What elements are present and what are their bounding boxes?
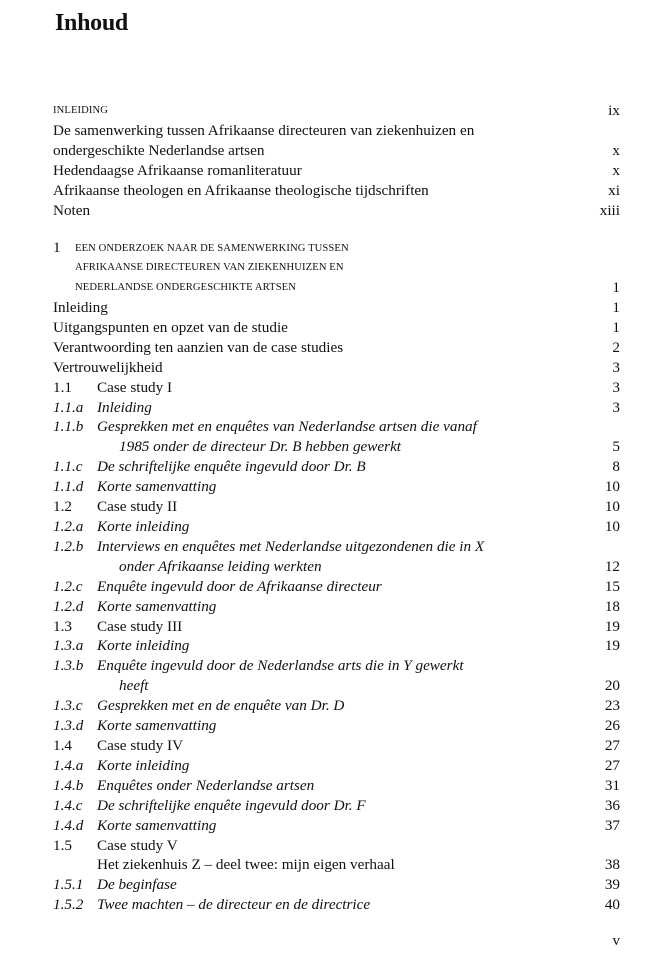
toc-entry-number: 1.2.d [53, 597, 84, 615]
toc-entry-page: 18 [604, 597, 620, 615]
toc-entry [53, 875, 620, 895]
toc-entry-title: Gesprekken met en de enquête van Dr. D [97, 697, 345, 715]
chapter-title: NEDERLANDSE ONDERGESCHIKTE ARTSEN [75, 282, 297, 294]
toc-entry-page: 39 [604, 876, 620, 894]
toc-entry-number: 1.3.b [53, 657, 84, 675]
toc-entry-title: De schriftelijke enquête ingevuld door Dr. B [97, 458, 366, 476]
toc-entry-page: 12 [604, 557, 620, 575]
toc-entry-page: 27 [604, 736, 620, 754]
toc-entry [53, 557, 620, 577]
chapter-title: AFRIKAANSE DIRECTEUREN VAN ZIEKENHUIZEN EN [75, 262, 344, 274]
toc-entry [53, 181, 620, 201]
toc-entry [53, 101, 620, 121]
toc-entry-title: Korte samenvatting [97, 816, 217, 834]
toc-entry-number: 1.4.c [53, 796, 83, 814]
toc-entry [53, 517, 620, 537]
toc-entry [53, 121, 620, 141]
toc-entry-number: 1.4 [53, 736, 72, 754]
toc-entry-page: xi [608, 181, 620, 199]
toc-entry-number: 1.4.a [53, 756, 84, 774]
toc-entry-title: Inleiding [53, 299, 108, 317]
toc-entry-page: 36 [604, 796, 620, 814]
toc-entry-page: 15 [604, 577, 620, 595]
toc-entry-title: Het ziekenhuis Z – deel twee: mijn eigen verhaal [97, 856, 395, 874]
toc-entry [53, 537, 620, 557]
toc-entry-title: De samenwerking tussen Afrikaanse directeuren van ziekenhuizen en [53, 121, 475, 139]
toc-entry [53, 338, 620, 358]
toc-entry [53, 358, 620, 378]
toc-entry-page: 10 [604, 498, 620, 516]
toc-entry [53, 398, 620, 418]
toc-entry [53, 816, 620, 836]
toc-entry-number: 1.1.a [53, 398, 84, 416]
chapter-number: 1 [53, 239, 61, 257]
chapter-page: 1 [612, 279, 620, 297]
toc-entry-page: xiii [599, 201, 620, 219]
toc-entry-page: 23 [604, 697, 620, 715]
toc-entry-number: 1.5.2 [53, 896, 84, 914]
toc-entry-page: 3 [612, 378, 620, 396]
toc-entry-number: 1.5.1 [53, 876, 84, 894]
toc-entry-title: ondergeschikte Nederlandse artsen [53, 141, 265, 159]
toc-entry-page: 10 [604, 518, 620, 536]
toc-entry-page: 19 [604, 617, 620, 635]
toc-entry-title: Hedendaagse Afrikaanse romanliteratuur [53, 161, 302, 179]
chapter-heading-line [53, 238, 620, 258]
toc-entry-number: 1.2.a [53, 518, 84, 536]
toc-entry-title: Twee machten – de directeur en de directrice [97, 896, 371, 914]
toc-entry-title: De beginfase [97, 876, 177, 894]
toc-entry-title: Case study II [97, 498, 178, 516]
toc-entry-page: 2 [612, 338, 620, 356]
toc-entry-number: 1.2.c [53, 577, 83, 595]
toc-entry-number: 1.3.d [53, 717, 84, 735]
toc-entry-page: 3 [612, 398, 620, 416]
toc-entry-title: heeft [119, 677, 149, 695]
toc-entry [53, 776, 620, 796]
toc-entry-number: 1.1.c [53, 458, 83, 476]
toc-entry [53, 477, 620, 497]
toc-entry-title: Uitgangspunten en opzet van de studie [53, 318, 288, 336]
chapter-title: EEN ONDERZOEK NAAR DE SAMENWERKING TUSSEN [75, 242, 349, 254]
toc-entry [53, 378, 620, 398]
toc-entry [53, 161, 620, 181]
toc-entry-number: 1.3.a [53, 637, 84, 655]
toc-entry-title: Vertrouwelijkheid [53, 358, 163, 376]
toc-entry [53, 736, 620, 756]
toc-entry-number: 1.5 [53, 836, 72, 854]
toc-entry-page: 20 [604, 677, 620, 695]
page-title: Inhoud [55, 10, 128, 36]
toc-entry-number: 1.2 [53, 498, 72, 516]
toc-entry-number: 1.3 [53, 617, 72, 635]
toc-entry-title: Enquêtes onder Nederlandse artsen [97, 776, 315, 794]
toc-entry-title: Korte inleiding [97, 756, 190, 774]
toc-entry-page: 31 [604, 776, 620, 794]
toc-entry-page: 40 [604, 896, 620, 914]
toc-entry [53, 895, 620, 915]
toc-entry-page: ix [608, 102, 620, 119]
toc-entry-number: 1.4.d [53, 816, 84, 834]
toc-entry-title: Gesprekken met en enquêtes van Nederlandse artsen die vanaf [97, 418, 477, 436]
toc-entry [53, 656, 620, 676]
toc-entry-title: Korte samenvatting [97, 717, 217, 735]
toc-entry-number: 1.1 [53, 378, 72, 396]
toc-entry-title: Noten [53, 201, 91, 219]
toc-entry-title: Korte inleiding [97, 518, 190, 536]
toc-entry [53, 201, 620, 221]
toc-entry [53, 617, 620, 637]
toc-entry-title: Inleiding [97, 398, 152, 416]
toc-entry [53, 756, 620, 776]
toc-entry-page: x [612, 141, 620, 159]
toc-entry-page: 3 [612, 358, 620, 376]
toc-entry-page: 1 [612, 299, 620, 317]
toc-entry [53, 298, 620, 318]
toc-entry [53, 716, 620, 736]
toc-entry [53, 417, 620, 437]
chapter-heading-line [53, 278, 620, 298]
toc-entry-title: Korte samenvatting [97, 597, 217, 615]
toc-entry-title: Case study IV [97, 736, 184, 754]
toc-entry [53, 796, 620, 816]
toc-entry-number: 1.3.c [53, 697, 83, 715]
toc-entry [53, 318, 620, 338]
toc-entry-number: 1.1.b [53, 418, 84, 436]
toc-entry [53, 437, 620, 457]
chapter-heading-line [53, 258, 620, 278]
toc-entry-title: Case study I [97, 378, 173, 396]
toc-entry-page: 5 [612, 438, 620, 456]
toc-entry [53, 457, 620, 477]
toc-entry-title: Verantwoording ten aanzien van de case studies [53, 338, 344, 356]
page-number: v [612, 933, 620, 949]
table-of-contents [53, 101, 620, 915]
toc-entry-page: x [612, 161, 620, 179]
toc-entry-page: 8 [612, 458, 620, 476]
toc-entry-title: Korte samenvatting [97, 478, 217, 496]
toc-entry-page: 37 [604, 816, 620, 834]
toc-entry-page: 38 [604, 856, 620, 874]
toc-entry [53, 696, 620, 716]
toc-entry-title: Enquête ingevuld door de Afrikaanse directeur [97, 577, 382, 595]
toc-entry [53, 676, 620, 696]
toc-entry [53, 497, 620, 517]
toc-entry-page: 19 [604, 637, 620, 655]
toc-entry-title: INLEIDING [53, 105, 109, 116]
toc-entry-title: onder Afrikaanse leiding werkten [119, 557, 322, 575]
toc-entry [53, 597, 620, 617]
toc-entry [53, 577, 620, 597]
toc-entry-title: 1985 onder de directeur Dr. B hebben gewerkt [119, 438, 402, 456]
toc-entry-page: 10 [604, 478, 620, 496]
toc-entry-page: 27 [604, 756, 620, 774]
toc-entry-number: 1.4.b [53, 776, 84, 794]
toc-entry-title: Korte inleiding [97, 637, 190, 655]
toc-entry-page: 1 [612, 318, 620, 336]
section-gap [53, 220, 620, 238]
toc-entry-number: 1.1.d [53, 478, 84, 496]
toc-entry [53, 141, 620, 161]
toc-entry-title: Case study III [97, 617, 183, 635]
toc-entry-page: 26 [604, 717, 620, 735]
toc-entry-title: De schriftelijke enquête ingevuld door Dr. F [97, 796, 366, 814]
toc-entry-title: Enquête ingevuld door de Nederlandse arts die in Y gewerkt [97, 657, 464, 675]
toc-entry [53, 836, 620, 856]
toc-entry-title: Interviews en enquêtes met Nederlandse uitgezondenen die in X [97, 537, 485, 555]
toc-entry-title: Afrikaanse theologen en Afrikaanse theologische tijdschriften [53, 181, 429, 199]
toc-entry [53, 636, 620, 656]
toc-entry-number: 1.2.b [53, 537, 84, 555]
toc-entry-title: Case study V [97, 836, 178, 854]
toc-entry [53, 855, 620, 875]
